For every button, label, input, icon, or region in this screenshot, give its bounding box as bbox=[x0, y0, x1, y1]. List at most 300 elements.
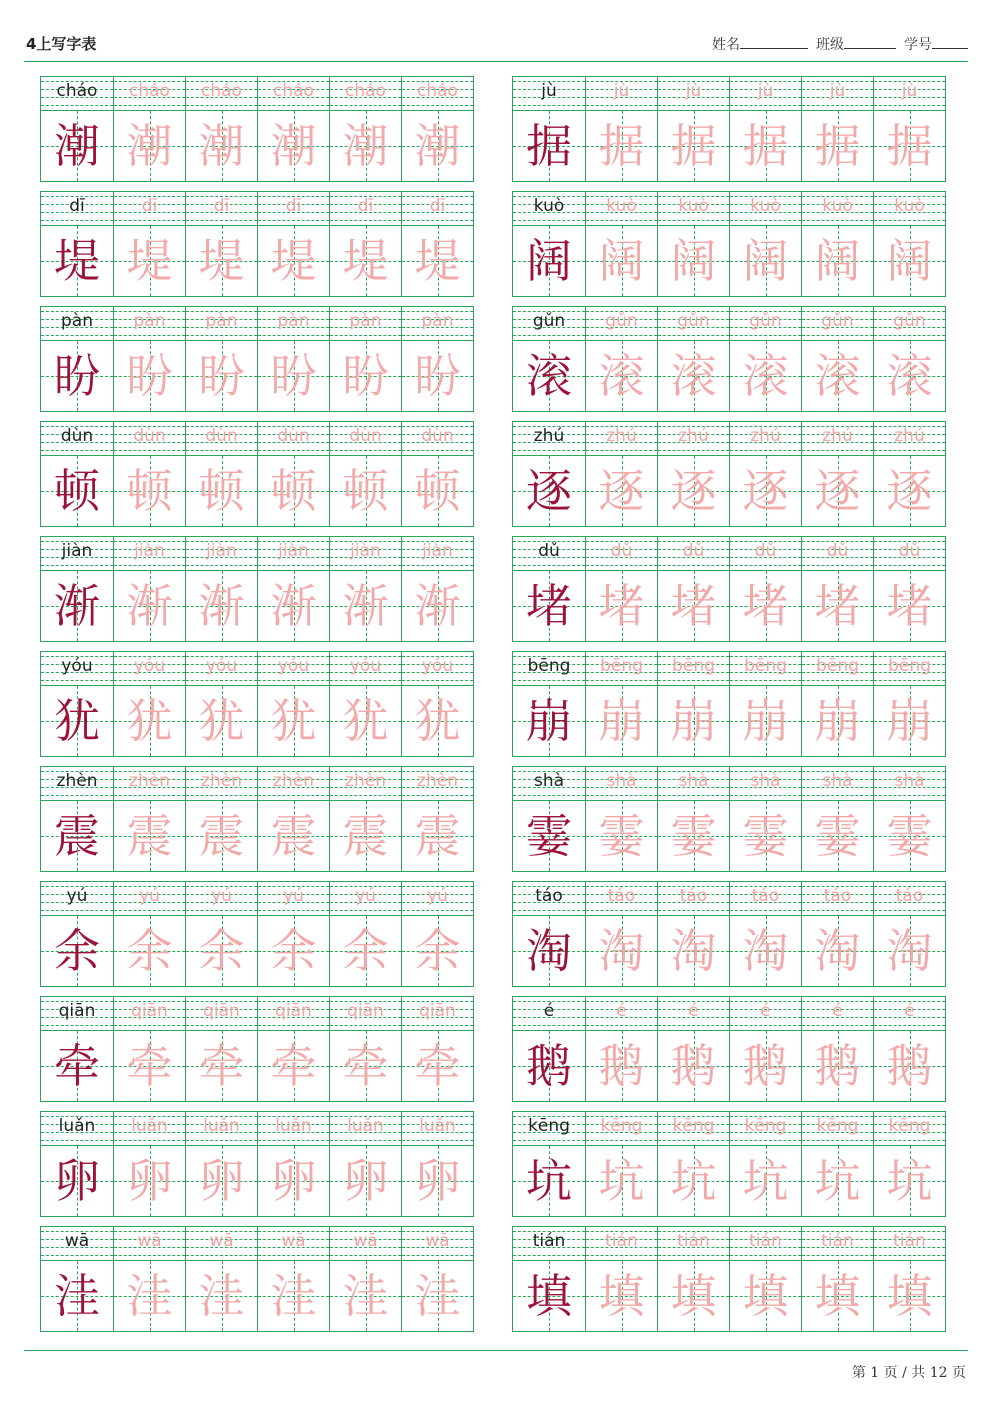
pinyin-trace: shà bbox=[678, 771, 709, 791]
tian-grid bbox=[330, 225, 401, 296]
pinyin-trace: táo bbox=[607, 886, 636, 906]
trace-character: 填 bbox=[598, 1269, 645, 1323]
tian-grid bbox=[874, 1260, 945, 1331]
trace-cell[interactable] bbox=[657, 652, 729, 756]
trace-cell[interactable] bbox=[729, 307, 801, 411]
pinyin-trace: táo bbox=[751, 886, 780, 906]
pinyin-guide-lines bbox=[730, 192, 801, 225]
trace-cell[interactable] bbox=[729, 422, 801, 526]
pinyin-trace: dǔ bbox=[826, 541, 849, 561]
trace-character: 霎 bbox=[670, 809, 717, 863]
trace-character: 洼 bbox=[414, 1269, 461, 1323]
trace-character: 坑 bbox=[814, 1154, 861, 1208]
trace-character: 鹅 bbox=[814, 1039, 861, 1093]
trace-cell[interactable] bbox=[801, 767, 873, 871]
trace-cell[interactable] bbox=[873, 192, 945, 296]
class-blank[interactable] bbox=[844, 34, 896, 49]
pinyin-guide-lines bbox=[114, 1112, 185, 1145]
model-character: 淘 bbox=[526, 924, 572, 978]
trace-cell[interactable] bbox=[657, 1227, 729, 1331]
pinyin-guide-lines bbox=[586, 1112, 657, 1145]
pinyin-guide-lines bbox=[114, 422, 185, 455]
trace-character: 牵 bbox=[198, 1039, 245, 1093]
model-character: 顿 bbox=[54, 464, 100, 518]
tian-grid bbox=[258, 1030, 329, 1101]
trace-cell[interactable] bbox=[657, 422, 729, 526]
trace-cell[interactable] bbox=[257, 307, 329, 411]
trace-cell[interactable] bbox=[585, 882, 657, 986]
trace-cell[interactable] bbox=[873, 882, 945, 986]
tian-grid bbox=[114, 685, 185, 756]
trace-cell[interactable] bbox=[585, 77, 657, 181]
word-row bbox=[40, 996, 474, 1102]
trace-cell[interactable] bbox=[401, 422, 473, 526]
model-character: 鹅 bbox=[526, 1039, 572, 1093]
pinyin-trace: shà bbox=[750, 771, 781, 791]
trace-cell[interactable] bbox=[185, 307, 257, 411]
trace-cell[interactable] bbox=[329, 1227, 401, 1331]
trace-cell[interactable] bbox=[401, 192, 473, 296]
pinyin-trace: bēng bbox=[600, 656, 643, 676]
pinyin-guide-lines bbox=[586, 77, 657, 110]
trace-cell[interactable] bbox=[401, 537, 473, 641]
trace-character: 洼 bbox=[126, 1269, 173, 1323]
trace-cell[interactable] bbox=[801, 997, 873, 1101]
trace-cell[interactable] bbox=[801, 307, 873, 411]
trace-cell[interactable] bbox=[801, 422, 873, 526]
trace-cell[interactable] bbox=[873, 767, 945, 871]
pinyin-guide-lines bbox=[402, 537, 473, 570]
pinyin-guide-lines bbox=[186, 882, 257, 915]
pinyin-trace: é bbox=[832, 1001, 843, 1021]
pinyin-guide-lines bbox=[41, 307, 113, 340]
model-cell bbox=[513, 192, 585, 296]
trace-cell[interactable] bbox=[329, 537, 401, 641]
pinyin-trace: zhú bbox=[606, 426, 637, 446]
pinyin-trace: cháo bbox=[273, 81, 314, 101]
pinyin-guide-lines bbox=[730, 997, 801, 1030]
trace-cell[interactable] bbox=[113, 767, 185, 871]
tian-grid bbox=[186, 915, 257, 986]
trace-cell[interactable] bbox=[801, 1227, 873, 1331]
word-row bbox=[40, 881, 474, 987]
trace-character: 阔 bbox=[598, 234, 645, 288]
trace-cell[interactable] bbox=[801, 537, 873, 641]
trace-cell[interactable] bbox=[729, 1112, 801, 1216]
trace-cell[interactable] bbox=[729, 192, 801, 296]
word-row bbox=[512, 996, 946, 1102]
model-cell bbox=[513, 77, 585, 181]
model-cell bbox=[41, 652, 113, 756]
page-header bbox=[0, 0, 992, 62]
pinyin-trace: shà bbox=[606, 771, 637, 791]
trace-character: 犹 bbox=[414, 694, 461, 748]
trace-cell[interactable] bbox=[113, 192, 185, 296]
trace-cell[interactable] bbox=[185, 767, 257, 871]
pinyin-trace: é bbox=[760, 1001, 771, 1021]
tian-grid bbox=[402, 340, 473, 411]
pinyin-trace: bēng bbox=[744, 656, 787, 676]
trace-character: 卵 bbox=[342, 1154, 389, 1208]
tian-grid bbox=[41, 800, 113, 871]
pinyin-guide-lines bbox=[730, 307, 801, 340]
trace-cell[interactable] bbox=[657, 77, 729, 181]
tian-grid bbox=[658, 685, 729, 756]
trace-cell[interactable] bbox=[329, 997, 401, 1101]
tian-grid bbox=[402, 110, 473, 181]
tian-grid bbox=[586, 800, 657, 871]
trace-cell[interactable] bbox=[585, 1112, 657, 1216]
trace-cell[interactable] bbox=[329, 307, 401, 411]
trace-cell[interactable] bbox=[185, 537, 257, 641]
trace-cell[interactable] bbox=[873, 537, 945, 641]
trace-character: 顿 bbox=[198, 464, 245, 518]
pinyin-guide-lines bbox=[41, 537, 113, 570]
tian-grid bbox=[586, 225, 657, 296]
trace-cell[interactable] bbox=[585, 307, 657, 411]
trace-cell[interactable] bbox=[401, 77, 473, 181]
pinyin-guide-lines bbox=[513, 1112, 585, 1145]
trace-cell[interactable] bbox=[401, 882, 473, 986]
tian-grid bbox=[513, 800, 585, 871]
trace-cell[interactable] bbox=[329, 652, 401, 756]
pinyin-guide-lines bbox=[513, 882, 585, 915]
trace-character: 盼 bbox=[270, 349, 317, 403]
trace-character: 堤 bbox=[198, 234, 245, 288]
model-character: 渐 bbox=[54, 579, 100, 633]
trace-cell[interactable] bbox=[185, 192, 257, 296]
trace-cell[interactable] bbox=[801, 1112, 873, 1216]
pinyin-guide-lines bbox=[658, 307, 729, 340]
pinyin-trace: yóu bbox=[349, 656, 382, 676]
trace-cell[interactable] bbox=[729, 1227, 801, 1331]
pinyin-guide-lines bbox=[586, 537, 657, 570]
trace-cell[interactable] bbox=[185, 422, 257, 526]
trace-cell[interactable] bbox=[401, 307, 473, 411]
pinyin-guide-lines bbox=[730, 537, 801, 570]
trace-cell[interactable] bbox=[113, 882, 185, 986]
trace-cell[interactable] bbox=[185, 1112, 257, 1216]
model-character: 逐 bbox=[526, 464, 572, 518]
trace-cell[interactable] bbox=[873, 422, 945, 526]
pinyin-trace: zhú bbox=[822, 426, 853, 446]
trace-cell[interactable] bbox=[729, 652, 801, 756]
trace-cell[interactable] bbox=[257, 767, 329, 871]
tian-grid bbox=[330, 110, 401, 181]
trace-cell[interactable] bbox=[801, 882, 873, 986]
tian-grid bbox=[41, 1260, 113, 1331]
pinyin-guide-lines bbox=[658, 192, 729, 225]
pinyin-trace: jù bbox=[685, 81, 702, 101]
trace-character: 盼 bbox=[414, 349, 461, 403]
trace-cell[interactable] bbox=[185, 882, 257, 986]
word-row bbox=[40, 1226, 474, 1332]
pinyin-trace: pàn bbox=[277, 311, 310, 331]
trace-cell[interactable] bbox=[113, 77, 185, 181]
trace-character: 犹 bbox=[342, 694, 389, 748]
trace-cell[interactable] bbox=[113, 997, 185, 1101]
trace-cell[interactable] bbox=[113, 307, 185, 411]
trace-cell[interactable] bbox=[401, 652, 473, 756]
trace-cell[interactable] bbox=[329, 767, 401, 871]
pinyin-guide-lines bbox=[330, 997, 401, 1030]
tian-grid bbox=[258, 340, 329, 411]
pinyin-guide-lines bbox=[802, 882, 873, 915]
model-cell bbox=[41, 537, 113, 641]
pinyin-guide-lines bbox=[402, 652, 473, 685]
trace-character: 崩 bbox=[742, 694, 789, 748]
pinyin-trace: dǔ bbox=[682, 541, 705, 561]
trace-cell[interactable] bbox=[113, 422, 185, 526]
trace-cell[interactable] bbox=[329, 1112, 401, 1216]
trace-cell[interactable] bbox=[657, 537, 729, 641]
trace-cell[interactable] bbox=[873, 1112, 945, 1216]
pinyin-label: dǔ bbox=[538, 541, 560, 561]
tian-grid bbox=[802, 570, 873, 641]
pinyin-guide-lines bbox=[330, 537, 401, 570]
pinyin-guide-lines bbox=[258, 767, 329, 800]
tian-grid bbox=[402, 800, 473, 871]
trace-cell[interactable] bbox=[113, 537, 185, 641]
pinyin-trace: jiàn bbox=[206, 541, 237, 561]
trace-character: 潮 bbox=[342, 119, 389, 173]
trace-character: 渐 bbox=[414, 579, 461, 633]
model-cell bbox=[513, 767, 585, 871]
trace-cell[interactable] bbox=[401, 767, 473, 871]
number-blank[interactable] bbox=[932, 34, 968, 49]
pinyin-trace: kēng bbox=[888, 1116, 931, 1136]
pinyin-trace: wā bbox=[425, 1231, 450, 1251]
trace-character: 据 bbox=[598, 119, 645, 173]
trace-cell[interactable] bbox=[657, 192, 729, 296]
pinyin-guide-lines bbox=[874, 1112, 945, 1145]
tian-grid bbox=[513, 225, 585, 296]
trace-character: 盼 bbox=[198, 349, 245, 403]
pinyin-guide-lines bbox=[874, 307, 945, 340]
name-blank[interactable] bbox=[740, 34, 808, 49]
trace-cell[interactable] bbox=[657, 882, 729, 986]
pinyin-guide-lines bbox=[41, 422, 113, 455]
trace-cell[interactable] bbox=[185, 652, 257, 756]
pinyin-guide-lines bbox=[874, 1227, 945, 1260]
tian-grid bbox=[730, 455, 801, 526]
trace-cell[interactable] bbox=[257, 1112, 329, 1216]
word-row bbox=[512, 1226, 946, 1332]
tian-grid bbox=[658, 1145, 729, 1216]
tian-grid bbox=[513, 340, 585, 411]
trace-cell[interactable] bbox=[801, 192, 873, 296]
trace-cell[interactable] bbox=[585, 1227, 657, 1331]
trace-cell[interactable] bbox=[257, 652, 329, 756]
model-cell bbox=[513, 997, 585, 1101]
pinyin-guide-lines bbox=[874, 422, 945, 455]
trace-cell[interactable] bbox=[801, 652, 873, 756]
trace-cell[interactable] bbox=[657, 1112, 729, 1216]
tian-grid bbox=[258, 110, 329, 181]
trace-character: 填 bbox=[742, 1269, 789, 1323]
pinyin-trace: táo bbox=[895, 886, 924, 906]
trace-cell[interactable] bbox=[729, 77, 801, 181]
pinyin-trace: qiān bbox=[275, 1001, 312, 1021]
pinyin-trace: dùn bbox=[133, 426, 166, 446]
tian-grid bbox=[513, 570, 585, 641]
pinyin-trace: shà bbox=[894, 771, 925, 791]
model-character: 填 bbox=[526, 1269, 572, 1323]
trace-cell[interactable] bbox=[185, 997, 257, 1101]
trace-character: 填 bbox=[670, 1269, 717, 1323]
pinyin-guide-lines bbox=[513, 192, 585, 225]
trace-cell[interactable] bbox=[801, 77, 873, 181]
tian-grid bbox=[114, 1260, 185, 1331]
trace-character: 鹅 bbox=[742, 1039, 789, 1093]
trace-cell[interactable] bbox=[257, 882, 329, 986]
trace-character: 霎 bbox=[814, 809, 861, 863]
pinyin-guide-lines bbox=[258, 882, 329, 915]
trace-character: 阔 bbox=[814, 234, 861, 288]
pinyin-guide-lines bbox=[330, 882, 401, 915]
pinyin-trace: pàn bbox=[421, 311, 454, 331]
pinyin-trace: dī bbox=[357, 196, 374, 216]
tian-grid bbox=[730, 225, 801, 296]
pinyin-trace: zhèn bbox=[201, 771, 242, 791]
model-cell bbox=[513, 307, 585, 411]
tian-grid bbox=[258, 1260, 329, 1331]
pinyin-guide-lines bbox=[658, 537, 729, 570]
trace-cell[interactable] bbox=[257, 1227, 329, 1331]
tian-grid bbox=[802, 800, 873, 871]
trace-cell[interactable] bbox=[729, 882, 801, 986]
pinyin-guide-lines bbox=[402, 1227, 473, 1260]
trace-cell[interactable] bbox=[257, 997, 329, 1101]
trace-cell[interactable] bbox=[185, 77, 257, 181]
trace-cell[interactable] bbox=[729, 997, 801, 1101]
trace-cell[interactable] bbox=[185, 1227, 257, 1331]
trace-cell[interactable] bbox=[257, 77, 329, 181]
pinyin-guide-lines bbox=[802, 997, 873, 1030]
tian-grid bbox=[730, 685, 801, 756]
trace-cell[interactable] bbox=[585, 767, 657, 871]
trace-character: 滚 bbox=[670, 349, 717, 403]
trace-cell[interactable] bbox=[257, 192, 329, 296]
word-row bbox=[40, 76, 474, 182]
trace-cell[interactable] bbox=[401, 997, 473, 1101]
pinyin-trace: dǔ bbox=[754, 541, 777, 561]
pinyin-label: bēng bbox=[527, 656, 571, 676]
trace-cell[interactable] bbox=[585, 997, 657, 1101]
pinyin-guide-lines bbox=[513, 422, 585, 455]
model-cell bbox=[41, 882, 113, 986]
word-row bbox=[512, 536, 946, 642]
pinyin-guide-lines bbox=[802, 192, 873, 225]
tian-grid bbox=[586, 915, 657, 986]
trace-cell[interactable] bbox=[657, 997, 729, 1101]
trace-cell[interactable] bbox=[113, 1227, 185, 1331]
tian-grid bbox=[186, 455, 257, 526]
trace-character: 潮 bbox=[414, 119, 461, 173]
pinyin-trace: kuò bbox=[678, 196, 709, 216]
trace-cell[interactable] bbox=[401, 1227, 473, 1331]
header-divider bbox=[24, 61, 968, 62]
trace-cell[interactable] bbox=[113, 652, 185, 756]
pinyin-trace: kēng bbox=[744, 1116, 787, 1136]
trace-character: 顿 bbox=[414, 464, 461, 518]
trace-cell[interactable] bbox=[329, 882, 401, 986]
model-cell bbox=[513, 882, 585, 986]
trace-cell[interactable] bbox=[329, 422, 401, 526]
trace-cell[interactable] bbox=[873, 997, 945, 1101]
trace-cell[interactable] bbox=[873, 1227, 945, 1331]
pinyin-trace: dǔ bbox=[610, 541, 633, 561]
trace-cell[interactable] bbox=[329, 77, 401, 181]
trace-cell[interactable] bbox=[657, 767, 729, 871]
pinyin-guide-lines bbox=[586, 1227, 657, 1260]
trace-cell[interactable] bbox=[257, 422, 329, 526]
pinyin-trace: kuò bbox=[750, 196, 781, 216]
tian-grid bbox=[41, 1030, 113, 1101]
tian-grid bbox=[658, 915, 729, 986]
trace-cell[interactable] bbox=[657, 307, 729, 411]
tian-grid bbox=[658, 455, 729, 526]
model-cell bbox=[513, 422, 585, 526]
trace-character: 顿 bbox=[342, 464, 389, 518]
tian-grid bbox=[513, 1260, 585, 1331]
trace-character: 渐 bbox=[342, 579, 389, 633]
tian-grid bbox=[802, 1260, 873, 1331]
trace-cell[interactable] bbox=[401, 1112, 473, 1216]
tian-grid bbox=[802, 340, 873, 411]
pinyin-guide-lines bbox=[402, 422, 473, 455]
pinyin-guide-lines bbox=[730, 1227, 801, 1260]
trace-character: 崩 bbox=[670, 694, 717, 748]
pinyin-trace: jiàn bbox=[278, 541, 309, 561]
trace-character: 堵 bbox=[814, 579, 861, 633]
trace-cell[interactable] bbox=[729, 767, 801, 871]
pinyin-guide-lines bbox=[513, 77, 585, 110]
trace-character: 淘 bbox=[742, 924, 789, 978]
pinyin-trace: dī bbox=[141, 196, 158, 216]
trace-cell[interactable] bbox=[873, 652, 945, 756]
pinyin-guide-lines bbox=[41, 192, 113, 225]
trace-cell[interactable] bbox=[585, 192, 657, 296]
trace-character: 余 bbox=[414, 924, 461, 978]
model-character: 堵 bbox=[526, 579, 572, 633]
pinyin-trace: wā bbox=[353, 1231, 378, 1251]
trace-character: 阔 bbox=[886, 234, 933, 288]
tian-grid bbox=[330, 340, 401, 411]
trace-cell[interactable] bbox=[729, 537, 801, 641]
tian-grid bbox=[186, 1260, 257, 1331]
model-cell bbox=[513, 537, 585, 641]
trace-cell[interactable] bbox=[585, 422, 657, 526]
pinyin-guide-lines bbox=[513, 1227, 585, 1260]
trace-character: 渐 bbox=[198, 579, 245, 633]
trace-cell[interactable] bbox=[329, 192, 401, 296]
pinyin-trace: yú bbox=[355, 886, 376, 906]
trace-cell[interactable] bbox=[873, 77, 945, 181]
pinyin-label: zhú bbox=[533, 426, 565, 446]
trace-character: 据 bbox=[814, 119, 861, 173]
pinyin-trace: dùn bbox=[205, 426, 238, 446]
trace-cell[interactable] bbox=[585, 652, 657, 756]
tian-grid bbox=[513, 915, 585, 986]
pinyin-label: dī bbox=[69, 196, 85, 216]
trace-cell[interactable] bbox=[257, 537, 329, 641]
trace-cell[interactable] bbox=[873, 307, 945, 411]
trace-cell[interactable] bbox=[113, 1112, 185, 1216]
trace-cell[interactable] bbox=[585, 537, 657, 641]
pinyin-guide-lines bbox=[402, 767, 473, 800]
word-row bbox=[512, 881, 946, 987]
